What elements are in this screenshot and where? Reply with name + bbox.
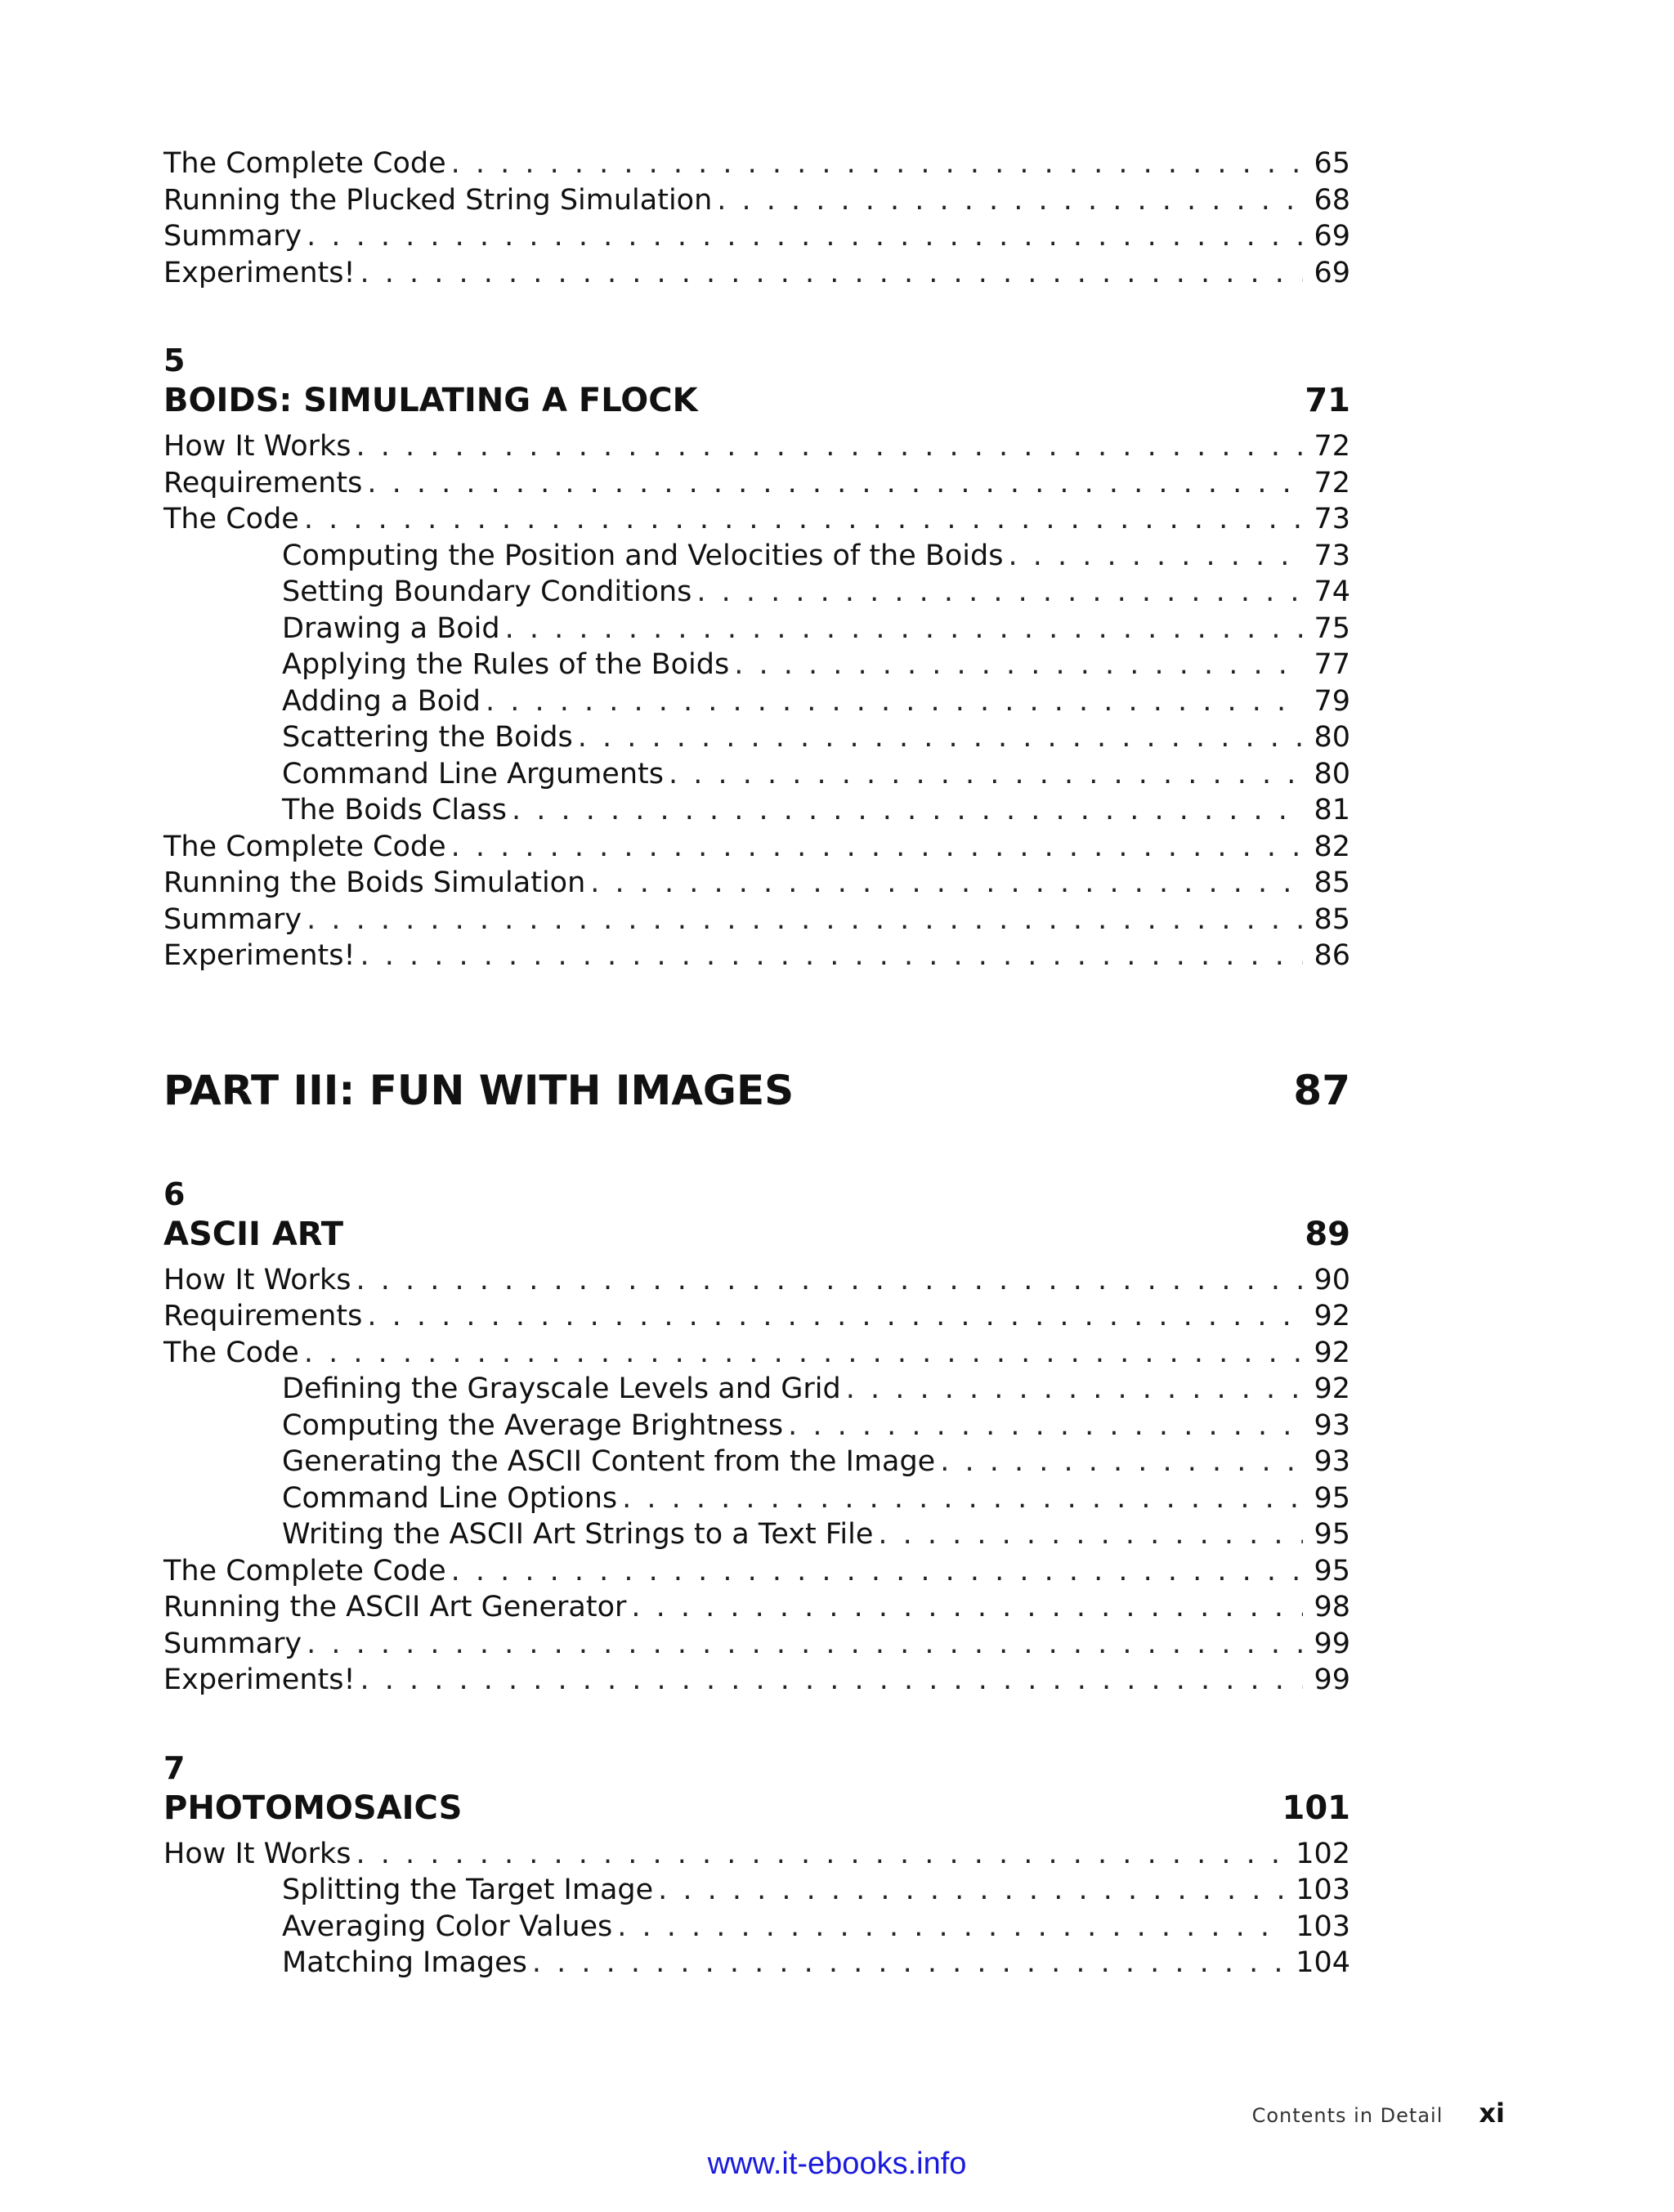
entry-page: 93: [1314, 1445, 1350, 1478]
entry-page: 95: [1314, 1481, 1350, 1515]
toc-entry[interactable]: [163, 1836, 1350, 1873]
toc-subentry[interactable]: [163, 1516, 1350, 1553]
toc-entry[interactable]: [163, 1335, 1350, 1372]
toc-subentry[interactable]: [163, 1909, 1350, 1946]
dot-leader: [304, 1335, 1303, 1372]
entry-page: 80: [1314, 721, 1350, 754]
chapter-title: BOIDS: SIMULATING A FLOCK: [163, 382, 698, 419]
entry-title: Adding a Boid: [282, 684, 481, 718]
chapter-number: 7: [163, 1749, 186, 1786]
entry-title: Requirements: [163, 466, 363, 499]
dot-leader: [356, 1262, 1303, 1299]
toc-entry[interactable]: [163, 902, 1350, 938]
dot-leader: [304, 501, 1303, 538]
chapter-7: [163, 1749, 1350, 1981]
entry-page: 92: [1314, 1336, 1350, 1369]
entry-page: 81: [1314, 794, 1350, 826]
entry-page: 95: [1314, 1554, 1350, 1587]
entry-page: 75: [1314, 611, 1350, 645]
entry-title: Summary: [163, 1627, 302, 1660]
toc-entry[interactable]: [163, 218, 1350, 255]
entry-title: Averaging Color Values: [282, 1910, 613, 1943]
dot-leader: [617, 1909, 1287, 1946]
chapter-number: 5: [163, 343, 186, 378]
toc-subentry[interactable]: [163, 1945, 1350, 1981]
dot-leader: [578, 719, 1303, 756]
chapter-number: 6: [163, 1175, 186, 1212]
toc-entry[interactable]: [163, 1662, 1350, 1699]
entry-page: 104: [1296, 1946, 1350, 1979]
entry-page: 99: [1314, 1663, 1350, 1696]
dot-leader: [940, 1444, 1303, 1480]
chapter-title: PHOTOMOSAICS: [163, 1789, 463, 1827]
toc-entry[interactable]: [163, 182, 1350, 219]
toc-entry[interactable]: [163, 465, 1350, 502]
dot-leader: [878, 1516, 1303, 1553]
dot-leader: [734, 647, 1303, 683]
chapter-heading[interactable]: [163, 1213, 1350, 1256]
entry-title: Experiments!: [163, 1663, 356, 1696]
entry-page: 69: [1314, 256, 1350, 289]
entry-title: Generating the ASCII Content from the Image: [282, 1445, 936, 1478]
entry-title: How It Works: [163, 1837, 351, 1870]
toc-subentry[interactable]: [163, 574, 1350, 611]
entry-page: 74: [1314, 575, 1350, 608]
chapter-page: 101: [1282, 1789, 1350, 1827]
toc-subentry[interactable]: [163, 1872, 1350, 1909]
entry-page: 73: [1314, 539, 1350, 572]
part-heading[interactable]: [163, 1064, 1350, 1117]
watermark-link[interactable]: www.it-ebooks.info: [707, 2147, 967, 2181]
entry-title: Splitting the Target Image: [282, 1874, 654, 1906]
dot-leader: [631, 1589, 1303, 1626]
entry-title: How It Works: [163, 1263, 351, 1296]
dot-leader: [307, 1626, 1303, 1663]
page-footer: [1252, 2098, 1505, 2129]
dot-leader: [658, 1872, 1287, 1909]
entry-title: Experiments!: [163, 939, 356, 972]
entry-title: Experiments!: [163, 256, 356, 289]
dot-leader: [622, 1480, 1303, 1517]
toc-subentry[interactable]: [163, 647, 1350, 683]
chapter-title: ASCII ART: [163, 1215, 344, 1253]
toc-entry[interactable]: [163, 829, 1350, 866]
entry-page: 86: [1314, 939, 1350, 972]
entry-title: Computing the Average Brightness: [282, 1408, 784, 1442]
entry-title: The Code: [163, 503, 299, 535]
toc-entry[interactable]: [163, 1626, 1350, 1663]
entry-page: 99: [1314, 1627, 1350, 1660]
entry-title: Drawing a Boid: [282, 611, 500, 645]
dot-leader: [307, 902, 1303, 938]
chapter-6: [163, 1175, 1350, 1699]
toc-subentry[interactable]: [163, 1480, 1350, 1517]
entry-title: The Code: [163, 1336, 299, 1369]
entry-page: 85: [1314, 866, 1350, 899]
dot-leader: [451, 829, 1303, 866]
toc-subentry[interactable]: [163, 756, 1350, 793]
part-page: 87: [1293, 1066, 1350, 1114]
part-title: PART III: FUN WITH IMAGES: [163, 1066, 794, 1114]
dot-leader: [356, 1836, 1288, 1873]
chapter-entries: [163, 428, 1350, 974]
dot-leader: [367, 465, 1303, 502]
toc-subentry[interactable]: [163, 538, 1350, 575]
toc-subentry[interactable]: [163, 719, 1350, 756]
chapter-entries: [163, 1262, 1350, 1699]
dot-leader: [505, 611, 1303, 647]
entry-page: 93: [1314, 1408, 1350, 1442]
dot-leader: [356, 428, 1303, 465]
chapter-page: 71: [1305, 382, 1350, 419]
toc-entry[interactable]: [163, 938, 1350, 974]
toc-entry[interactable]: [163, 1298, 1350, 1335]
entry-page: 72: [1314, 430, 1350, 463]
dot-leader: [669, 756, 1303, 793]
footer-page-number: xi: [1479, 2098, 1505, 2129]
toc-subentry[interactable]: [163, 1408, 1350, 1444]
entry-page: 102: [1296, 1837, 1350, 1870]
entry-title: Matching Images: [282, 1946, 527, 1979]
entry-title: Requirements: [163, 1300, 363, 1332]
entry-title: Command Line Options: [282, 1481, 618, 1515]
toc-entry[interactable]: [163, 255, 1350, 292]
entry-title: The Complete Code: [163, 147, 446, 180]
entry-title: Running the Plucked String Simulation: [163, 183, 713, 217]
chapter-entries: [163, 1836, 1350, 1981]
dot-leader: [1009, 538, 1304, 575]
entry-page: 79: [1314, 684, 1350, 718]
toc-entry[interactable]: [163, 428, 1350, 465]
dot-leader: [846, 1371, 1303, 1408]
entry-title: Command Line Arguments: [282, 757, 664, 790]
toc-entry[interactable]: [163, 1262, 1350, 1299]
entry-title: The Complete Code: [163, 1554, 446, 1587]
entry-title: Running the Boids Simulation: [163, 866, 586, 899]
footer-label: Contents in Detail: [1251, 2104, 1443, 2127]
entry-page: 95: [1314, 1518, 1350, 1551]
entry-title: Running the ASCII Art Generator: [163, 1591, 627, 1623]
toc-entry[interactable]: [163, 146, 1350, 182]
dot-leader: [451, 1553, 1303, 1590]
entry-title: Summary: [163, 220, 302, 253]
chapter-heading[interactable]: [163, 1787, 1350, 1829]
chapter-heading[interactable]: [163, 379, 1350, 422]
toc-page: [163, 146, 1350, 1981]
toc-entry[interactable]: [163, 865, 1350, 902]
toc-continued-entries: [163, 146, 1350, 291]
dot-leader: [590, 865, 1303, 902]
entry-title: The Complete Code: [163, 830, 446, 863]
entry-page: 98: [1314, 1591, 1350, 1623]
toc-entry[interactable]: [163, 1553, 1350, 1590]
entry-page: 92: [1314, 1372, 1350, 1405]
entry-page: 85: [1314, 902, 1350, 936]
entry-page: 80: [1314, 757, 1350, 790]
chapter-5: [163, 342, 1350, 974]
toc-entry[interactable]: [163, 1589, 1350, 1626]
entry-title: Setting Boundary Conditions: [282, 575, 692, 608]
toc-entry[interactable]: [163, 501, 1350, 538]
entry-page: 73: [1314, 503, 1350, 535]
entry-page: 82: [1314, 830, 1350, 863]
dot-leader: [788, 1408, 1303, 1444]
dot-leader: [360, 938, 1304, 974]
dot-leader: [360, 1662, 1304, 1699]
dot-leader: [486, 683, 1303, 720]
entry-page: 103: [1296, 1910, 1350, 1943]
entry-title: Scattering the Boids: [282, 721, 573, 754]
dot-leader: [367, 1298, 1303, 1335]
entry-page: 77: [1314, 648, 1350, 681]
dot-leader: [512, 792, 1303, 829]
toc-subentry[interactable]: [163, 792, 1350, 829]
entry-title: Writing the ASCII Art Strings to a Text File: [282, 1518, 874, 1551]
toc-subentry[interactable]: [163, 683, 1350, 720]
entry-title: Computing the Position and Velocities of the Boids: [282, 539, 1004, 572]
entry-title: Applying the Rules of the Boids: [282, 648, 730, 681]
toc-subentry[interactable]: [163, 1371, 1350, 1408]
dot-leader: [696, 574, 1303, 611]
entry-page: 68: [1314, 183, 1350, 217]
chapter-page: 89: [1305, 1215, 1350, 1253]
entry-page: 103: [1296, 1874, 1350, 1906]
entry-title: Summary: [163, 902, 302, 936]
entry-title: The Boids Class: [282, 794, 508, 826]
toc-subentry[interactable]: [163, 1444, 1350, 1480]
toc-subentry[interactable]: [163, 611, 1350, 647]
dot-leader: [532, 1945, 1287, 1981]
entry-page: 72: [1314, 466, 1350, 499]
entry-page: 69: [1314, 220, 1350, 253]
entry-title: How It Works: [163, 430, 351, 463]
entry-page: 90: [1314, 1263, 1350, 1296]
entry-page: 65: [1314, 147, 1350, 180]
entry-title: Defining the Grayscale Levels and Grid: [282, 1372, 841, 1405]
entry-page: 92: [1314, 1300, 1350, 1332]
